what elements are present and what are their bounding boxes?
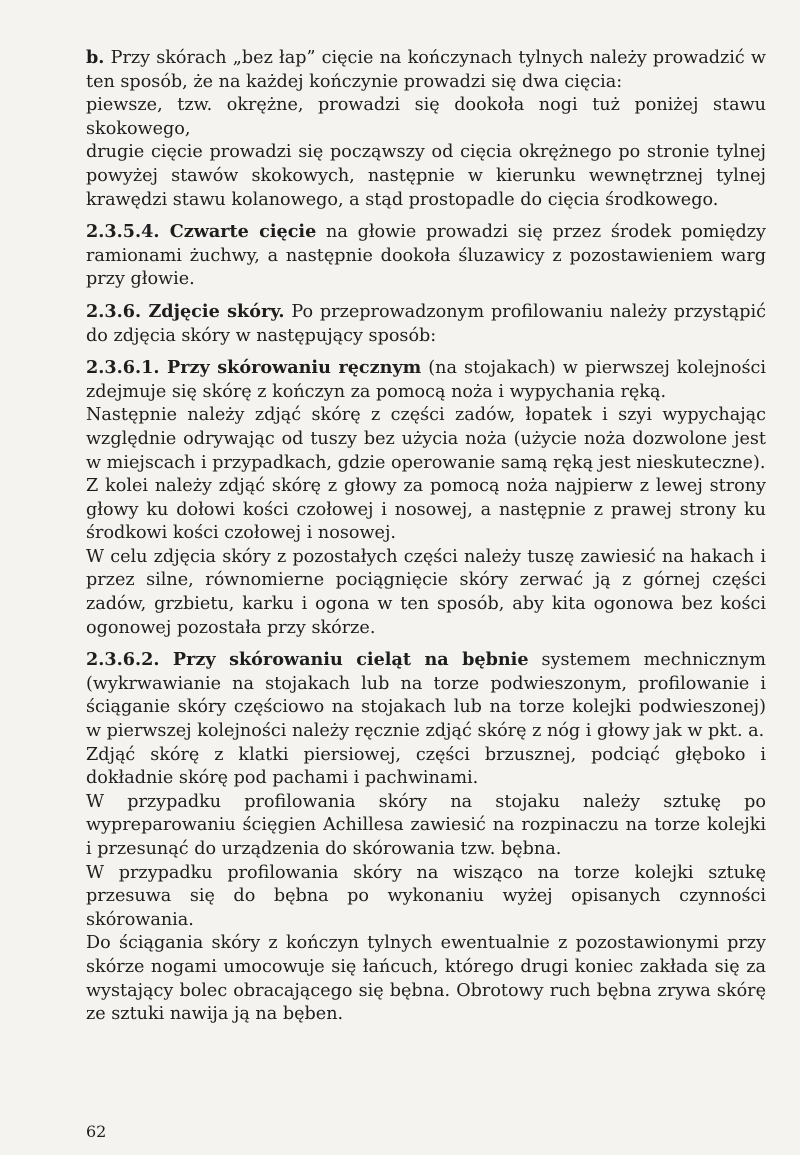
paragraph-text: Po przeprowadzonym profilowaniu należy przystąpić do zdjęcia skóry w następujący sposób: [86, 301, 766, 346]
body-text [86, 46, 766, 1027]
paragraph-text: W celu zdjęcia skóry z pozostałych części należy tuszę zawiesić na hakach i przez silne, równomierne pociągnięcie skóry zerwać ją z górnej części zadów, grzbietu, karku i ogona w ten sposób, aby kita ogonowa bez kości ogonowej pozostała przy skórze. [86, 546, 766, 638]
paragraph-text: piewsze, tzw. okrężne, prowadzi się dookoła nogi tuż poniżej stawu skokowego, [86, 95, 766, 139]
paragraph [86, 932, 766, 1026]
section-2-3-6 [86, 300, 766, 348]
paragraph-text: systemem mechnicznym (wykrwawianie na stojakach lub na torze podwieszonym, profilowanie i ściąganie skóry częściowo na stojakach lub na torze kolejki podwieszonej) w pierwszej kolejności należy ręcznie zdjąć skórę z nóg i głowy jak w pkt. a. [86, 650, 766, 742]
paragraph [86, 141, 766, 212]
paragraph-text: (na stojakach) w pierwszej kolejności zdejmuje się skórę z kończyn za pomocą noża i wypychania ręką. [86, 358, 766, 402]
paragraph [86, 404, 766, 475]
paragraph-text: W przypadku profilowania skóry na wisząco na torze kolejki sztukę przesuwa się do bębna po wykonaniu wyżej opisanych czynności skórowania. [86, 862, 766, 930]
paragraph [86, 791, 766, 862]
paragraph-text: Z kolei należy zdjąć skórę z głowy za pomocą noża najpierw z lewej strony głowy ku dołowi kości czołowej i nosowej, a następnie z prawej strony ku środkowi kości czołowej i nosowej. [86, 476, 766, 544]
paragraph [86, 744, 766, 791]
paragraph-text: Zdjąć skórę z klatki piersiowej, części brzusznej, podciąć głęboko i dokładnie skórę pod pachami i pachwinami. [86, 744, 766, 789]
paragraph [86, 862, 766, 933]
section-2-3-5-4 [86, 220, 766, 292]
paragraph [86, 94, 766, 141]
paragraph-text: Następnie należy zdjąć skórę z części zadów, łopatek i szyi wypychając względnie odrywając od tuszy bez użycia noża (użycie noża dozwolone jest w miejscach i przypadkach, gdzie operowanie samą ręką jest nieskuteczne). [86, 405, 766, 473]
section-2-3-6-2 [86, 648, 766, 743]
section-2-3-6-1 [86, 356, 766, 404]
paragraph [86, 546, 766, 640]
section-heading: 2.3.6.2. Przy skórowaniu cieląt na bębnie [86, 649, 529, 671]
item-label: b. [86, 47, 105, 68]
paragraph-text: W przypadku profilowania skóry na stojaku należy sztukę po wypreparowaniu ścięgien Achillesa zawiesić na rozpinaczu na torze kolejki i przesunąć do urządzenia do skórowania tzw. bębna. [86, 791, 766, 859]
paragraph-text: Przy skórach „bez łap” cięcie na kończynach tylnych należy prowadzić w ten sposób, że na każdej kończynie prowadzi się dwa cięcia: [86, 48, 766, 92]
paragraph-text: Do ściągania skóry z kończyn tylnych ewentualnie z pozostawionymi przy skórze nogami umocowuje się łańcuch, którego drugi koniec zakłada się za wystający bolec obracającego się bębna. Obrotowy ruch bębna zrywa skórę ze sztuki nawija ją na bęben. [86, 933, 766, 1025]
page-number: 62 [86, 1122, 107, 1141]
section-heading: 2.3.6. Zdjęcie skóry. [86, 300, 285, 322]
paragraph-text: na głowie prowadzi się przez środek pomiędzy ramionami żuchwy, a następnie dookoła śluzawicy z pozostawieniem warg przy głowie. [86, 222, 766, 290]
section-heading: 2.3.5.4. Czwarte cięcie [86, 221, 317, 243]
paragraph [86, 475, 766, 546]
paragraph-b [86, 46, 766, 94]
section-heading: 2.3.6.1. Przy skórowaniu ręcznym [86, 357, 422, 379]
paragraph-text: drugie cięcie prowadzi się począwszy od cięcia okrężnego po stronie tylnej powyżej stawów skokowych, następnie w kierunku wewnętrznej tylnej krawędzi stawu kolanowego, a stąd prostopadle do cięcia środkowego. [86, 142, 766, 210]
